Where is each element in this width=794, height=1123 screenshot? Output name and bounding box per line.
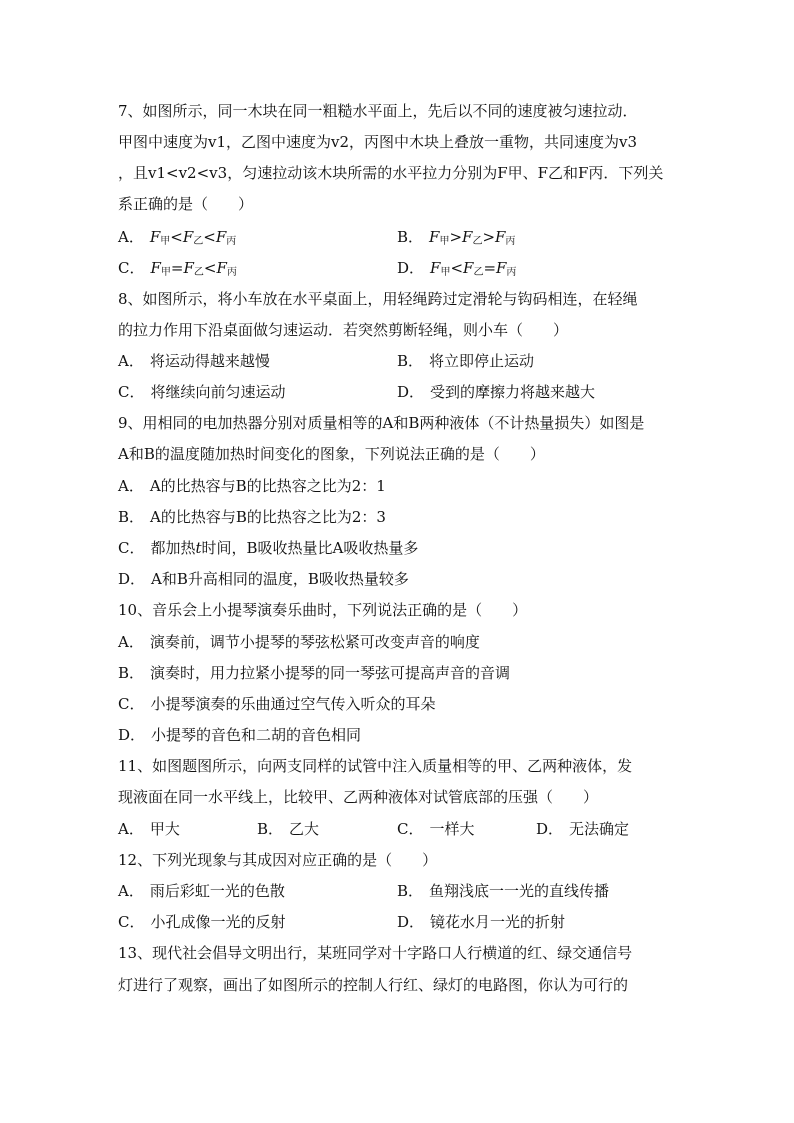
q11-option-d[interactable]: D． 无法确定 xyxy=(536,820,630,838)
q7-line-2: 甲图中速度为v1，乙图中速度为v2，丙图中木块上叠放一重物，共同速度为v3 xyxy=(118,133,638,151)
q12-option-a[interactable]: A． 雨后彩虹一光的色散 xyxy=(118,882,285,900)
q10-option-b[interactable]: B． 演奏时，用力拉紧小提琴的同一琴弦可提高声音的音调 xyxy=(118,664,511,682)
q11-option-c[interactable]: C． 一样大 xyxy=(397,820,475,838)
q9-option-c[interactable]: C． 都加热t时间，B吸收热量比A吸收热量多 xyxy=(118,539,419,557)
q11-option-a[interactable]: A． 甲大 xyxy=(118,820,180,838)
q7-line-3: ，且v1<v2<v3，匀速拉动该木块所需的水平拉力分别为F甲、F乙和F丙．下列关 xyxy=(118,164,664,182)
q7-line-4: 系正确的是（ ） xyxy=(118,195,254,213)
q12-option-c[interactable]: C． 小孔成像一光的反射 xyxy=(118,913,286,931)
q7-line-1: 7、如图所示，同一木块在同一粗糙水平面上，先后以不同的速度被匀速拉动． xyxy=(118,102,638,120)
q10-line-1: 10、音乐会上小提琴演奏乐曲时，下列说法正确的是（ ） xyxy=(118,601,528,619)
q9-line-1: 9、用相同的电加热器分别对质量相等的A和B两种液体（不计热量损失）如图是 xyxy=(118,414,645,432)
q8-line-2: 的拉力作用下沿桌面做匀速运动．若突然剪断轻绳，则小车（ ） xyxy=(118,321,569,339)
q8-option-c[interactable]: C． 将继续向前匀速运动 xyxy=(118,383,286,401)
q12-line-1: 12、下列光现象与其成因对应正确的是（ ） xyxy=(118,851,438,869)
q7-option-a[interactable]: A． $F_甲<F_乙<F_丙$ xyxy=(118,228,237,247)
q11-option-b[interactable]: B． 乙大 xyxy=(257,820,320,838)
q13-line-1: 13、现代社会倡导文明出行，某班同学对十字路口人行横道的红、绿交通信号 xyxy=(118,944,633,962)
q11-line-1: 11、如图题图所示，向两支同样的试管中注入质量相等的甲、乙两种液体，发 xyxy=(118,757,633,775)
q9-option-d[interactable]: D． A和B升高相同的温度，B吸收热量较多 xyxy=(118,570,409,588)
q8-option-d[interactable]: D． 受到的摩擦力将越来越大 xyxy=(397,383,596,401)
q10-option-c[interactable]: C． 小提琴演奏的乐曲通过空气传入听众的耳朵 xyxy=(118,695,436,713)
q12-option-b[interactable]: B． 鱼翔浅底一一光的直线传播 xyxy=(397,882,610,900)
q13-line-2: 灯进行了观察，画出了如图所示的控制人行红、绿灯的电路图，你认为可行的 xyxy=(118,976,629,994)
q10-option-d[interactable]: D． 小提琴的音色和二胡的音色相同 xyxy=(118,726,362,744)
q8-option-a[interactable]: A． 将运动得越来越慢 xyxy=(118,352,270,370)
q7-option-b[interactable]: B． $F_甲>F_乙>F_丙$ xyxy=(397,228,516,247)
q8-line-1: 8、如图所示，将小车放在水平桌面上，用轻绳跨过定滑轮与钩码相连，在轻绳 xyxy=(118,290,638,308)
q8-option-b[interactable]: B． 将立即停止运动 xyxy=(397,352,535,370)
q7-option-c[interactable]: C． $F_甲=F_乙<F_丙$ xyxy=(118,259,237,278)
q9-option-a[interactable]: A． A的比热容与B的比热容之比为2：1 xyxy=(118,477,386,495)
q9-line-2: A和B的温度随加热时间变化的图象，下列说法正确的是（ ） xyxy=(118,445,545,463)
q10-option-a[interactable]: A． 演奏前，调节小提琴的琴弦松紧可改变声音的响度 xyxy=(118,633,480,651)
q11-line-2: 现液面在同一水平线上，比较甲、乙两种液体对试管底部的压强（ ） xyxy=(118,788,599,806)
q12-option-d[interactable]: D． 镜花水月一光的折射 xyxy=(397,913,566,931)
q9-option-b[interactable]: B． A的比热容与B的比热容之比为2：3 xyxy=(118,508,386,526)
q7-option-d[interactable]: D． $F_甲<F_乙=F_丙$ xyxy=(397,259,517,278)
